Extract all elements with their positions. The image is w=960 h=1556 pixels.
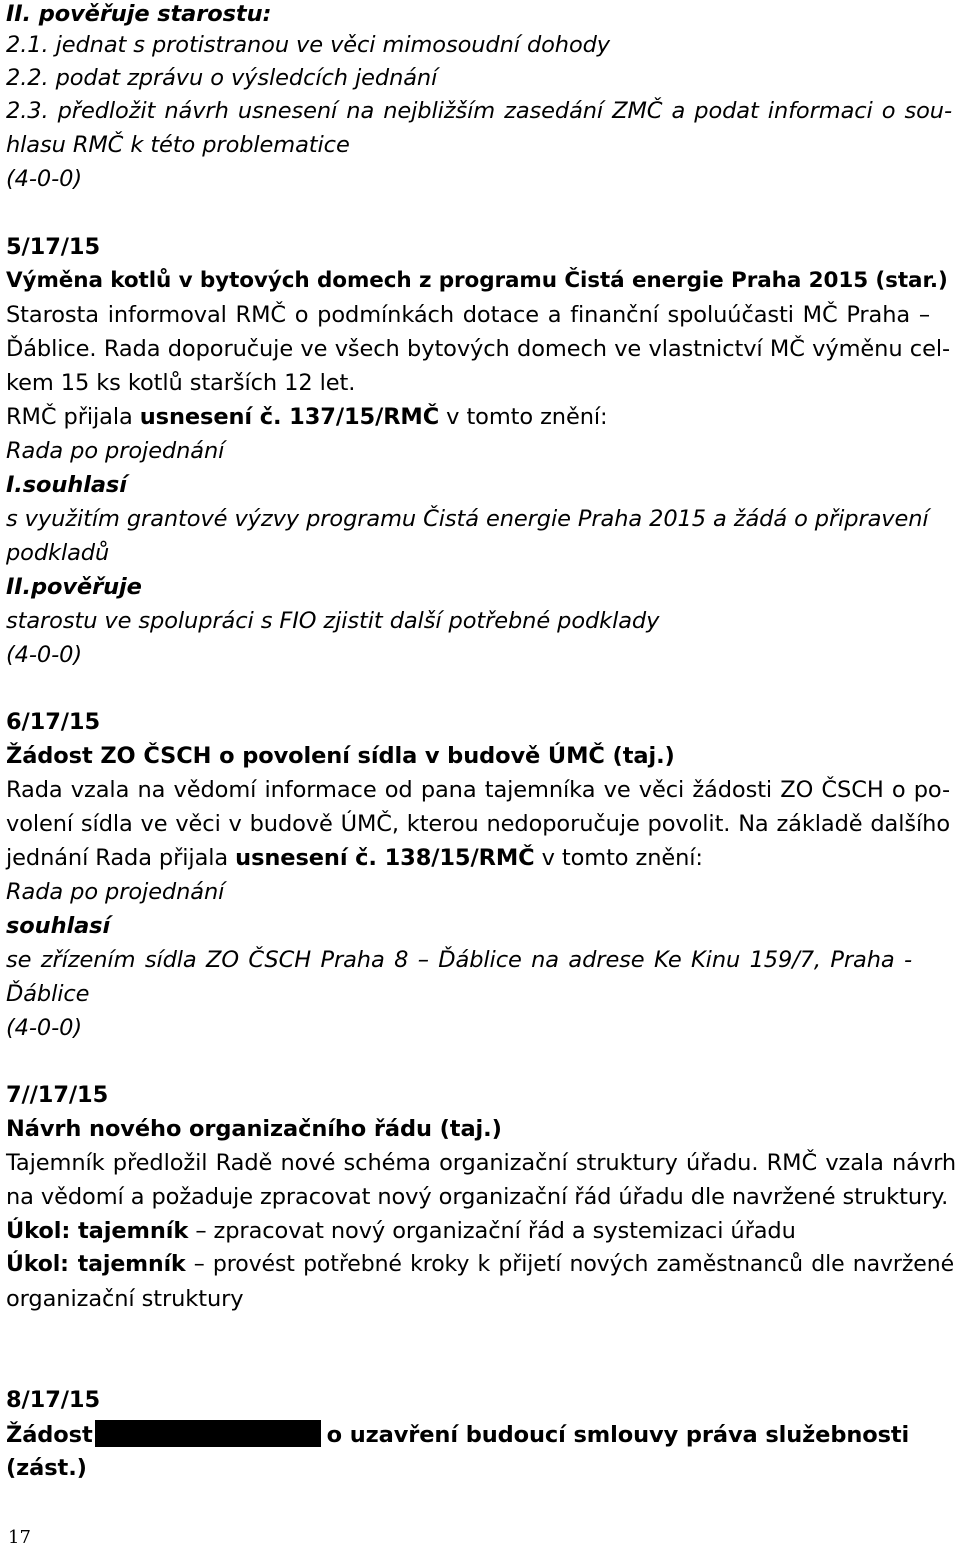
text-span: v tomto znění: [534,845,703,871]
page-number: 17 [8,1527,31,1548]
resolution-text: s využitím grantové výzvy programu Čistá energie Praha 2015 a žádá o připravení [6,506,929,532]
task-line [6,1217,796,1245]
resolution-item: 2.3. předložit návrh usnesení na nejbližším zasedání ZMČ a podat informaci o sou- [6,98,952,124]
section-title-continued: (zást.) [6,1455,87,1481]
task-label: Úkol: tajemník [6,1218,189,1244]
resolution-label: usnesení č. [235,845,377,871]
section-number: 5/17/15 [6,234,101,260]
task-line [6,1251,954,1279]
section-paragraph: na vědomí a požaduje zpracovat nový organizační řád úřadu dle navržené struktury. [6,1184,949,1210]
resolution-suffix: RMČ [478,845,535,871]
vote-result: (4-0-0) [6,642,83,668]
task-text: – provést potřebné kroky k přijetí nových zaměstnanců dle navržené [185,1252,954,1277]
resolution-intro: Rada po projednání [6,879,225,905]
section-paragraph: Tajemník předložil Radě nové schéma organizační struktury úřadu. RMČ vzala návrh [6,1150,956,1176]
resolution-label: usnesení č. [139,404,282,430]
resolution-line [6,844,703,872]
section-paragraph: Rada vzala na vědomí informace od pana tajemníka ve věci žádosti ZO ČSCH o po- [6,777,950,803]
text-span: Ďáblice. [6,336,97,362]
section-paragraph: Starosta informoval RMČ o podmínkách dotace a finanční spoluúčasti MČ Praha – [6,302,930,328]
resolution-heading-pověřuje: II. pověřuje starostu: [6,1,272,27]
vote-result: (4-0-0) [6,166,83,192]
resolution-heading: II.pověřuje [6,574,142,600]
section-number: 7//17/15 [6,1082,109,1108]
resolution-text: starostu ve spolupráci s FIO zjistit další potřebné podklady [6,608,660,634]
resolution-text: se zřízením sídla ZO ČSCH Praha 8 – Ďáblice na adrese Ke Kinu 159/7, Praha - [6,947,912,973]
title-text: Žádost [6,1422,93,1448]
text-span: Rada doporučuje ve všech bytových domech ve vlastnictví MČ výměnu cel- [103,336,950,362]
resolution-suffix: RMČ [383,404,440,430]
resolution-heading: I.souhlasí [6,472,127,498]
section-title: Žádost ZO ČSCH o povolení sídla v budově ÚMČ (taj.) [6,743,675,769]
vote-result: (4-0-0) [6,1015,83,1041]
section-paragraph: volení sídla ve věci v budově ÚMČ, kterou nedoporučuje povolit. Na základě dalšího [6,811,950,837]
title-text: o uzavření budoucí smlouvy práva služebnosti [326,1422,910,1448]
section-title: Výměna kotlů v bytových domech z programu Čistá energie Praha 2015 (star.) [6,268,948,293]
resolution-intro: Rada po projednání [6,438,225,464]
section-number: 6/17/15 [6,709,101,735]
resolution-number: 138/15/ [376,845,479,871]
section-paragraph: kem 15 ks kotlů starších 12 let. [6,370,356,396]
text-span: RMČ přijala [6,404,140,430]
resolution-item: 2.1. jednat s protistranou ve věci mimosoudní dohody [6,32,611,58]
section-number: 8/17/15 [6,1387,101,1413]
resolution-text: Ďáblice [6,981,90,1007]
redaction-box [95,1420,321,1447]
section-title [6,1420,909,1449]
text-span: jednání Rada přijala [6,845,236,871]
text-span: v tomto znění: [439,404,608,430]
resolution-number: 137/15/ [281,404,384,430]
task-line-continued: organizační struktury [6,1286,244,1312]
resolution-heading: souhlasí [6,913,111,939]
task-label: Úkol: tajemník [6,1252,186,1277]
section-paragraph [6,335,950,363]
section-title: Návrh nového organizačního řádu (taj.) [6,1116,502,1142]
task-text: – zpracovat nový organizační řád a systemizaci úřadu [188,1218,796,1244]
resolution-line [6,403,608,431]
resolution-item: 2.2. podat zprávu o výsledcích jednání [6,65,438,91]
resolution-text: podkladů [6,540,110,566]
resolution-item-continued: hlasu RMČ k této problematice [6,132,350,158]
